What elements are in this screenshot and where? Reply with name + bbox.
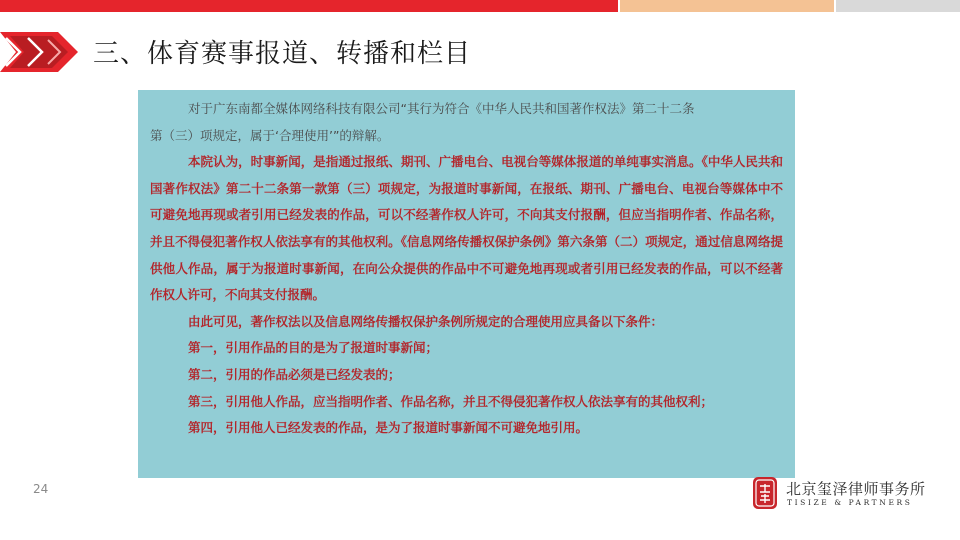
seal-icon <box>752 476 778 510</box>
top-bar-peach-segment <box>620 0 834 12</box>
top-color-bar <box>0 0 960 12</box>
condition-item: 第一，引用作品的目的是为了报道时事新闻； <box>188 340 439 356</box>
intro-text-line-2: 第（三）项规定，属于‘合理使用’”的辩解。 <box>150 127 390 143</box>
conditions-intro: 由此可见，著作权法以及信息网络传播权保护条例所规定的合理使用应具备以下条件： <box>188 313 664 329</box>
slide-title: 三、体育赛事报道、转播和栏目 <box>93 39 472 69</box>
firm-logo <box>752 474 932 514</box>
top-bar-grey-segment <box>836 0 960 12</box>
title-decoration-icon <box>0 32 80 72</box>
top-bar-red-segment <box>0 0 618 12</box>
intro-text-line-1: 对于广东南都全媒体网络科技有限公司“其行为符合《中华人民共和国著作权法》第二十二条 <box>188 101 695 116</box>
page-number: 24 <box>33 482 49 496</box>
court-opinion-paragraph: 本院认为，时事新闻，是指通过报纸、期刊、广播电台、电视台等媒体报道的单纯事实消息。《中华人民共和国著作权法》第二十二条第一款第（三）项规定，为报道时事新闻，在报纸、期刊、广播电台、电视台等媒体中不可避免地再现或者引用已经发表的作品，可以不经著作权人许可，不向其支付报酬，但应当指明作者、作品名称，并且不得侵犯著作权人依法享有的其他权利。《信息网络传播权保护条例》第六条第（二）项规定，通过信息网络提供他人作品，属于为报道时事新闻，在向公众提供的作品中不可避免地再现或者引用已经发表的作品，可以不经著作权人许可，不向其支付报酬。 <box>150 154 783 303</box>
judgment-excerpt-panel <box>138 90 795 478</box>
condition-item: 第四，引用他人已经发表的作品，是为了报道时事新闻不可避免地引用。 <box>188 420 589 436</box>
condition-item: 第二，引用的作品必须是已经发表的； <box>188 366 401 382</box>
condition-item: 第三，引用他人作品，应当指明作者、作品名称，并且不得侵犯著作权人依法享有的其他权利； <box>188 393 714 409</box>
firm-name-chinese: 北京玺泽律师事务所 <box>786 480 926 498</box>
firm-name-english: TISIZE & PARTNERS <box>787 498 913 507</box>
